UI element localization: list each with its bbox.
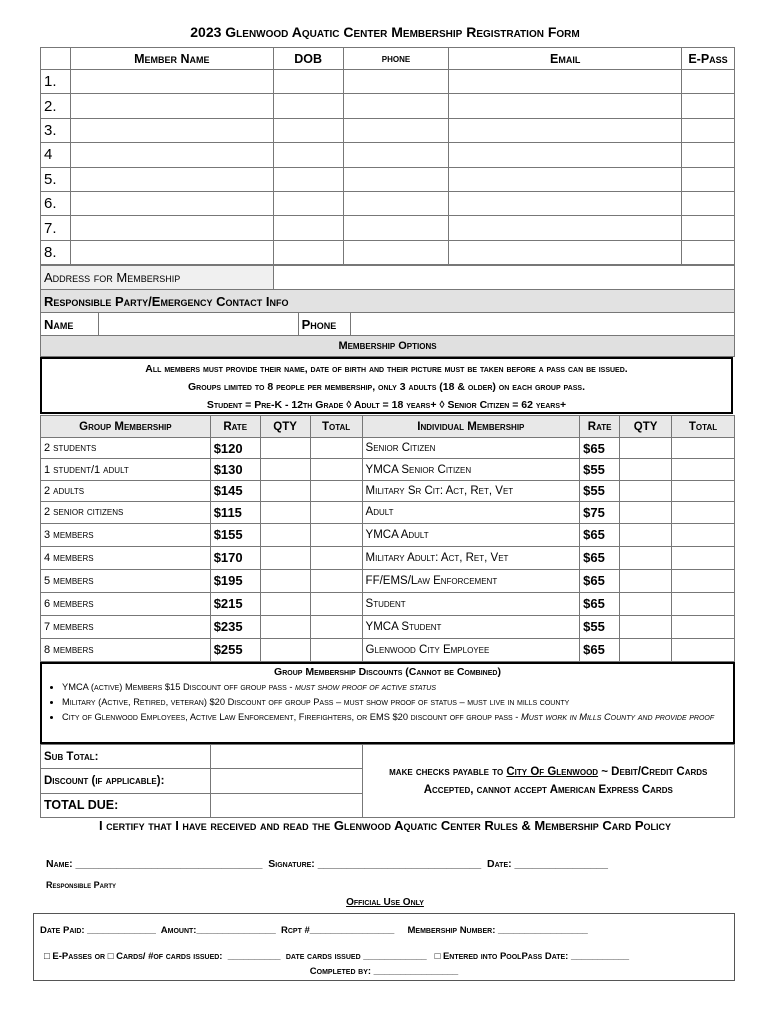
row-number: 8. (41, 240, 71, 264)
header-group-qty: QTY (260, 416, 310, 438)
total-due-label: TOTAL DUE: (41, 793, 211, 817)
epass-field[interactable] (682, 191, 735, 215)
group-qty-field[interactable] (260, 502, 310, 523)
group-option: 2 students (41, 438, 211, 459)
member-name-field[interactable] (70, 118, 273, 142)
group-qty-field[interactable] (260, 592, 310, 615)
individual-total-field[interactable] (672, 438, 735, 459)
members-table (40, 47, 735, 265)
individual-qty-field[interactable] (620, 615, 672, 638)
responsible-phone-label: Phone (298, 313, 350, 336)
group-rate: $170 (210, 546, 260, 569)
responsible-name-label: Name (41, 313, 99, 336)
official-use-line-3[interactable]: Completed by: ________________ (309, 966, 459, 977)
dob-field[interactable] (273, 216, 343, 240)
individual-qty-field[interactable] (620, 592, 672, 615)
table-row (41, 546, 735, 569)
individual-option: Military Adult: Act, Ret, Vet (362, 546, 580, 569)
checks-line-2: Accepted, cannot accept American Express Cards (423, 784, 673, 797)
row-number: 3. (41, 118, 71, 142)
group-qty-field[interactable] (260, 569, 310, 592)
individual-qty-field[interactable] (620, 459, 672, 480)
email-field[interactable] (449, 94, 682, 118)
discounts-list (48, 680, 727, 725)
group-total-field[interactable] (310, 502, 362, 523)
group-option: 5 members (41, 569, 211, 592)
individual-qty-field[interactable] (620, 523, 672, 546)
header-individual-qty: QTY (620, 416, 672, 438)
epass-field[interactable] (682, 70, 735, 94)
email-field[interactable] (449, 240, 682, 264)
group-option: 6 members (41, 592, 211, 615)
group-total-field[interactable] (310, 569, 362, 592)
individual-qty-field[interactable] (620, 638, 672, 661)
members-header-epass: E-Pass (682, 48, 735, 70)
members-header-num (41, 48, 71, 70)
discounts-heading: Group Membership Discounts (Cannot be Combined) (274, 666, 501, 678)
individual-total-field[interactable] (672, 480, 735, 501)
dob-field[interactable] (273, 167, 343, 191)
dob-field[interactable] (273, 94, 343, 118)
individual-option: Adult (362, 502, 580, 523)
email-field[interactable] (449, 118, 682, 142)
epass-field[interactable] (682, 240, 735, 264)
checks-pre: make checks payable to (389, 766, 507, 779)
discount-label: Discount (if applicable): (41, 769, 211, 793)
group-qty-field[interactable] (260, 523, 310, 546)
total-due-field[interactable] (210, 793, 362, 817)
phone-field[interactable] (343, 216, 449, 240)
individual-total-field[interactable] (672, 523, 735, 546)
epass-field[interactable] (682, 118, 735, 142)
row-number: 7. (41, 216, 71, 240)
rates-header-row (41, 416, 735, 438)
table-row (41, 459, 735, 480)
email-field[interactable] (449, 143, 682, 167)
header-group-membership: Group Membership (41, 416, 211, 438)
individual-rate: $55 (580, 480, 620, 501)
address-table (40, 265, 735, 290)
official-use-heading: Official Use Only (346, 897, 424, 908)
individual-option: Senior Citizen (362, 438, 580, 459)
phone-field[interactable] (343, 240, 449, 264)
individual-qty-field[interactable] (620, 569, 672, 592)
sub-total-field[interactable] (210, 745, 362, 769)
rates-table (40, 415, 735, 662)
phone-field[interactable] (343, 191, 449, 215)
individual-option: Military Sr Cit: Act, Ret, Vet (362, 480, 580, 501)
header-group-rate: Rate (210, 416, 260, 438)
individual-total-field[interactable] (672, 459, 735, 480)
address-field[interactable] (273, 266, 734, 290)
group-option: 3 members (41, 523, 211, 546)
individual-option: YMCA Senior Citizen (362, 459, 580, 480)
individual-qty-field[interactable] (620, 546, 672, 569)
member-name-field[interactable] (70, 216, 273, 240)
header-group-total: Total (310, 416, 362, 438)
individual-option: Glenwood City Employee (362, 638, 580, 661)
individual-rate: $65 (580, 569, 620, 592)
individual-rate: $55 (580, 615, 620, 638)
individual-rate: $65 (580, 438, 620, 459)
individual-total-field[interactable] (672, 546, 735, 569)
group-total-field[interactable] (310, 459, 362, 480)
epass-field[interactable] (682, 216, 735, 240)
discount-ymca: YMCA (active) Members $15 Discount off group pass - (62, 682, 296, 692)
membership-options-heading: Membership Options (40, 335, 735, 357)
discount-ymca-note: must show proof of active status (295, 682, 437, 692)
group-rate: $120 (210, 438, 260, 459)
individual-qty-field[interactable] (620, 502, 672, 523)
individual-qty-field[interactable] (620, 438, 672, 459)
table-row (41, 438, 735, 459)
row-number: 2. (41, 94, 71, 118)
table-row (41, 216, 735, 240)
members-header-email: Email (449, 48, 682, 70)
header-individual-rate: Rate (580, 416, 620, 438)
discount-military: Military (Active, Retired, veteran) $20 Discount off group Pass – must show proof of status – must live in mills county (62, 697, 570, 707)
individual-option: YMCA Student (362, 615, 580, 638)
group-rate: $130 (210, 459, 260, 480)
responsible-name-field[interactable] (98, 313, 298, 336)
discounts-box (40, 662, 735, 744)
epass-field[interactable] (682, 143, 735, 167)
signature-line[interactable]: Name: ________________________________ Signature: ____________________________ Date: ________________ (46, 858, 608, 870)
table-row (41, 615, 735, 638)
phone-field[interactable] (343, 167, 449, 191)
row-number: 1. (41, 70, 71, 94)
group-qty-field[interactable] (260, 638, 310, 661)
group-option: 4 members (41, 546, 211, 569)
group-rate: $145 (210, 480, 260, 501)
group-qty-field[interactable] (260, 480, 310, 501)
group-option: 2 adults (41, 480, 211, 501)
group-option: 8 members (41, 638, 211, 661)
individual-rate: $65 (580, 546, 620, 569)
individual-total-field[interactable] (672, 569, 735, 592)
table-row (41, 118, 735, 142)
group-option: 7 members (41, 615, 211, 638)
dob-field[interactable] (273, 191, 343, 215)
official-use-box (33, 913, 735, 981)
group-option: 1 student/1 adult (41, 459, 211, 480)
notice-line-1: All members must provide their name, date of birth and their picture must be taken before a pass can be issued. (145, 363, 628, 375)
individual-total-field[interactable] (672, 502, 735, 523)
individual-total-field[interactable] (672, 615, 735, 638)
individual-rate: $75 (580, 502, 620, 523)
table-row (41, 569, 735, 592)
group-total-field[interactable] (310, 438, 362, 459)
header-individual-membership: Individual Membership (362, 416, 580, 438)
members-header-name: Member Name (70, 48, 273, 70)
row-number: 5. (41, 167, 71, 191)
dob-field[interactable] (273, 118, 343, 142)
list-item (62, 695, 727, 710)
notice-line-3: Student = Pre-K - 12th Grade ◊ Adult = 18 years+ ◊ Senior Citizen = 62 years+ (206, 399, 567, 411)
group-qty-field[interactable] (260, 546, 310, 569)
official-use-line-1[interactable]: Date Paid: _____________ Amount:_______________ Rcpt #________________ Membership Number: _________________ (40, 925, 588, 936)
dob-field[interactable] (273, 70, 343, 94)
discount-city: City of Glenwood Employees, Active Law Enforcement, Firefighters, or EMS $20 discount off group pass - (62, 712, 521, 722)
group-total-field[interactable] (310, 523, 362, 546)
individual-qty-field[interactable] (620, 480, 672, 501)
epass-field[interactable] (682, 94, 735, 118)
discount-city-note: Must work in Mills County and provide proof (520, 712, 715, 722)
payment-note (362, 745, 734, 818)
group-option: 2 senior citizens (41, 502, 211, 523)
individual-total-field[interactable] (672, 638, 735, 661)
individual-option: FF/EMS/Law Enforcement (362, 569, 580, 592)
individual-total-field[interactable] (672, 592, 735, 615)
table-row (41, 502, 735, 523)
row-number: 6. (41, 191, 71, 215)
responsible-party-label: Responsible Party (46, 880, 117, 890)
list-item (62, 680, 727, 695)
table-row (41, 143, 735, 167)
table-row (41, 638, 735, 661)
member-name-field[interactable] (70, 143, 273, 167)
list-item (62, 710, 727, 725)
table-row (41, 167, 735, 191)
table-row (41, 94, 735, 118)
dob-field[interactable] (273, 143, 343, 167)
email-field[interactable] (449, 216, 682, 240)
checks-post: ~ Debit/Credit Cards (598, 766, 708, 779)
members-header-dob: DOB (273, 48, 343, 70)
members-header-phone: phone (343, 48, 449, 70)
individual-rate: $65 (580, 592, 620, 615)
epass-field[interactable] (682, 167, 735, 191)
address-label: Address for Membership (41, 266, 274, 290)
row-number: 4 (41, 143, 71, 167)
email-field[interactable] (449, 167, 682, 191)
phone-field[interactable] (343, 118, 449, 142)
individual-rate: $65 (580, 638, 620, 661)
table-row (41, 191, 735, 215)
phone-field[interactable] (343, 70, 449, 94)
individual-rate: $55 (580, 459, 620, 480)
official-use-line-2[interactable]: □ E-Passes or □ Cards/ #of cards issued: __________ date cards issued ____________ □ Entered into PoolPass Date: ___________ (44, 951, 630, 962)
individual-option: Student (362, 592, 580, 615)
responsible-phone-field[interactable] (350, 313, 734, 336)
member-name-field[interactable] (70, 191, 273, 215)
group-total-field[interactable] (310, 638, 362, 661)
group-total-field[interactable] (310, 480, 362, 501)
email-field[interactable] (449, 70, 682, 94)
group-rate: $255 (210, 638, 260, 661)
group-total-field[interactable] (310, 546, 362, 569)
phone-field[interactable] (343, 143, 449, 167)
table-row (41, 70, 735, 94)
table-row (41, 240, 735, 264)
totals-table (40, 744, 735, 818)
header-individual-total: Total (672, 416, 735, 438)
notice-line-2: Groups limited to 8 people per membership, only 3 adults (18 & older) on each group pass. (187, 381, 586, 393)
table-row (41, 523, 735, 546)
group-total-field[interactable] (310, 592, 362, 615)
members-header-row (41, 48, 735, 70)
certify-statement: I certify that I have received and read the Glenwood Aquatic Center Rules & Membership Card Policy (98, 818, 672, 833)
member-name-field[interactable] (70, 70, 273, 94)
member-name-field[interactable] (70, 167, 273, 191)
group-rate: $155 (210, 523, 260, 546)
group-rate: $235 (210, 615, 260, 638)
phone-field[interactable] (343, 94, 449, 118)
individual-option: YMCA Adult (362, 523, 580, 546)
group-rate: $115 (210, 502, 260, 523)
membership-notice (40, 357, 733, 414)
member-name-field[interactable] (70, 94, 273, 118)
group-qty-field[interactable] (260, 459, 310, 480)
checks-city: City Of Glenwood (506, 766, 599, 779)
responsible-party-table (40, 289, 735, 336)
group-qty-field[interactable] (260, 615, 310, 638)
group-qty-field[interactable] (260, 438, 310, 459)
email-field[interactable] (449, 191, 682, 215)
dob-field[interactable] (273, 240, 343, 264)
sub-total-label: Sub Total: (41, 745, 211, 769)
discount-field[interactable] (210, 769, 362, 793)
page-title: 2023 Glenwood Aquatic Center Membership Registration Form (190, 24, 580, 40)
individual-rate: $65 (580, 523, 620, 546)
responsible-party-heading: Responsible Party/Emergency Contact Info (41, 290, 735, 313)
member-name-field[interactable] (70, 240, 273, 264)
group-total-field[interactable] (310, 615, 362, 638)
table-row (41, 480, 735, 501)
group-rate: $195 (210, 569, 260, 592)
table-row (41, 592, 735, 615)
group-rate: $215 (210, 592, 260, 615)
